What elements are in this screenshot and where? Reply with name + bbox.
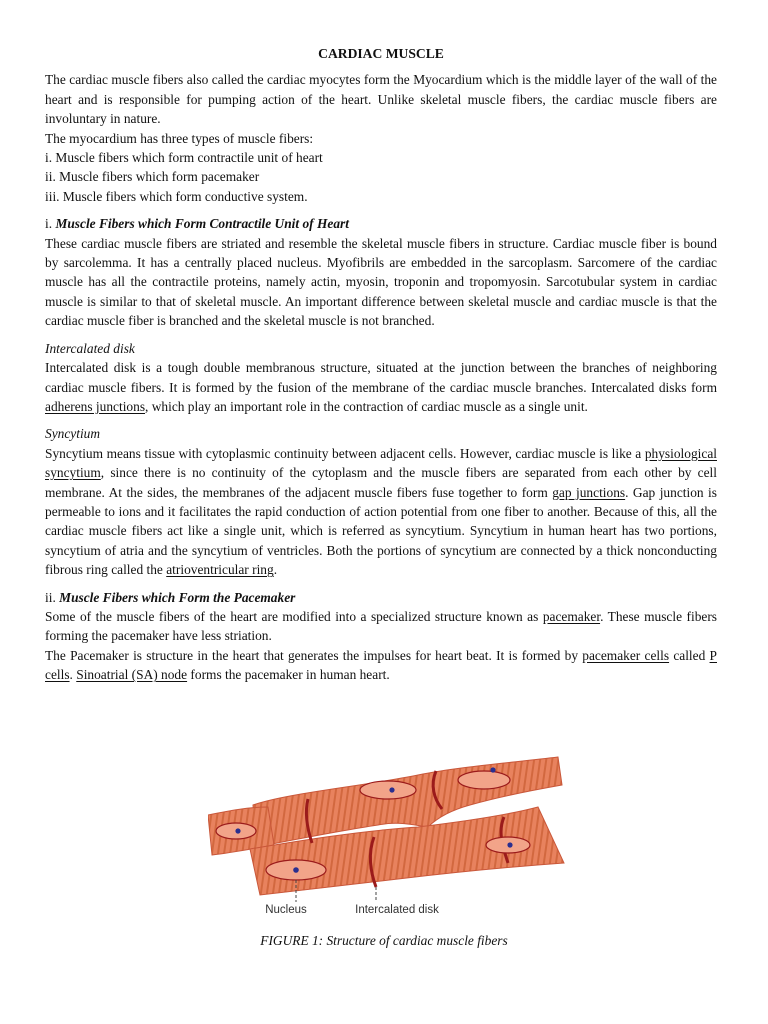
label-nucleus: Nucleus [265, 904, 307, 916]
text-run: Intercalated disk is a tough double membranous structure, situated at the junction between the branches of neighboring cardiac muscle fibers. It is formed by the fusion of the membrane of the cardiac muscle branches. Intercalated disks form [45, 360, 717, 395]
subheading-intercalated-disk: Intercalated disk [45, 340, 135, 356]
link-atrioventricular-ring[interactable]: atrioventricular ring [166, 562, 274, 578]
link-pacemaker[interactable]: pacemaker [542, 608, 601, 624]
nucleus-dot [293, 867, 299, 873]
nucleus [458, 771, 510, 789]
text-run: The Pacemaker is structure in the heart that generates the impulses for heart beat. It is formed by [45, 647, 583, 663]
link-gap-junctions[interactable]: gap junctions [552, 484, 626, 500]
section-heading-contractile [45, 214, 717, 233]
link-pacemaker-cells[interactable]: pacemaker cells [582, 647, 670, 663]
intro-types-line: The myocardium has three types of muscle fibers: [45, 130, 314, 146]
cardiac-muscle-figure [208, 745, 568, 935]
link-sinoatrial-node[interactable]: Sinoatrial (SA) node [76, 667, 188, 683]
contractile-paragraph: These cardiac muscle fibers are striated and resemble the skeletal muscle fibers in structure. Cardiac muscle fiber is bound by sarcolemma. It has a centrally placed nucleus. Myofibrils are embedded in the sarcoplasm. Sarcomere of the cardiac muscle has all the contractile proteins, namely actin, myosin, troponin and tropomyosin. Sarcotubular system in cardiac muscle is similar to that of skeletal muscle. An important difference between skeletal muscle and cardiac muscle is that the cardiac muscle fiber is branched and the skeletal muscle is not branched. [45, 235, 717, 329]
text-run: Some of the muscle fibers of the heart are modified into a specialized structure known as [45, 608, 543, 624]
text-run: . [69, 667, 77, 683]
page-title: CARDIAC MUSCLE [318, 46, 444, 61]
syncytium-paragraph [45, 444, 717, 580]
section-number: ii. [45, 589, 56, 605]
text-run: forms the pacemaker in human heart. [187, 667, 390, 683]
link-p-cells[interactable]: P cells [45, 647, 717, 683]
intro-list-item: iii. Muscle fibers which form conductive system. [45, 188, 308, 204]
intro-list-item: i. Muscle fibers which form contractile unit of heart [45, 150, 323, 166]
nucleus-dot [389, 787, 394, 792]
nucleus [360, 781, 416, 799]
text-run: , which play an important role in the contraction of cardiac muscle as a single unit. [145, 398, 588, 414]
text-run: . These muscle fibers forming the pacemaker have less striation. [45, 608, 718, 644]
link-adherens-junctions[interactable]: adherens junctions [45, 398, 146, 414]
section-heading-pacemaker [45, 588, 717, 607]
document-page [45, 44, 717, 685]
text-run: , since there is no continuity of the cytoplasm and the muscle fibers are separated from each other by cell membrane. At the sides, the membranes of the adjacent muscle fibers fuse together to form [45, 465, 717, 500]
pacemaker-paragraph-1 [45, 607, 717, 646]
label-intercalated-disk: Intercalated disk [355, 904, 439, 916]
text-run: . Gap junction is permeable to ions and it facilitates the rapid conduction of action potential from one fiber to another. Because of this, all the cardiac muscle fibers act like a single unit, which is referred as syncytium. Syncytium in human heart has two portions, syncytium of atria and the syncytium of ventricles. Both the portions of syncytium are connected by a thick nonconducting fibrous ring called the [45, 484, 717, 578]
nucleus-dot [235, 828, 240, 833]
section-heading-text: Muscle Fibers which Form Contractile Unit of Heart [55, 216, 349, 232]
text-run: Syncytium means tissue with cytoplasmic continuity between adjacent cells. However, cardiac muscle is like a [45, 445, 645, 461]
section-heading-text: Muscle Fibers which Form the Pacemaker [59, 589, 296, 605]
link-physiological-syncytium[interactable]: physiological syncytium [45, 445, 717, 481]
subheading-syncytium: Syncytium [45, 426, 101, 442]
intercalated-paragraph [45, 358, 717, 416]
text-run: called [669, 647, 710, 663]
section-number: i. [45, 216, 53, 232]
text-run: . [273, 562, 278, 578]
intro-list-item: ii. Muscle fibers which form pacemaker [45, 169, 260, 185]
nucleus-dot [507, 842, 512, 847]
pacemaker-paragraph-2 [45, 646, 717, 685]
nucleus-dot [490, 767, 495, 772]
intro-paragraph: The cardiac muscle fibers also called the cardiac myocytes form the Myocardium which is the middle layer of the wall of the heart and is responsible for pumping action of the heart. Unlike skeletal muscle fibers, the cardiac muscle fibers are involuntary in nature. [45, 72, 717, 127]
figure-caption: FIGURE 1: Structure of cardiac muscle fibers [260, 933, 508, 948]
